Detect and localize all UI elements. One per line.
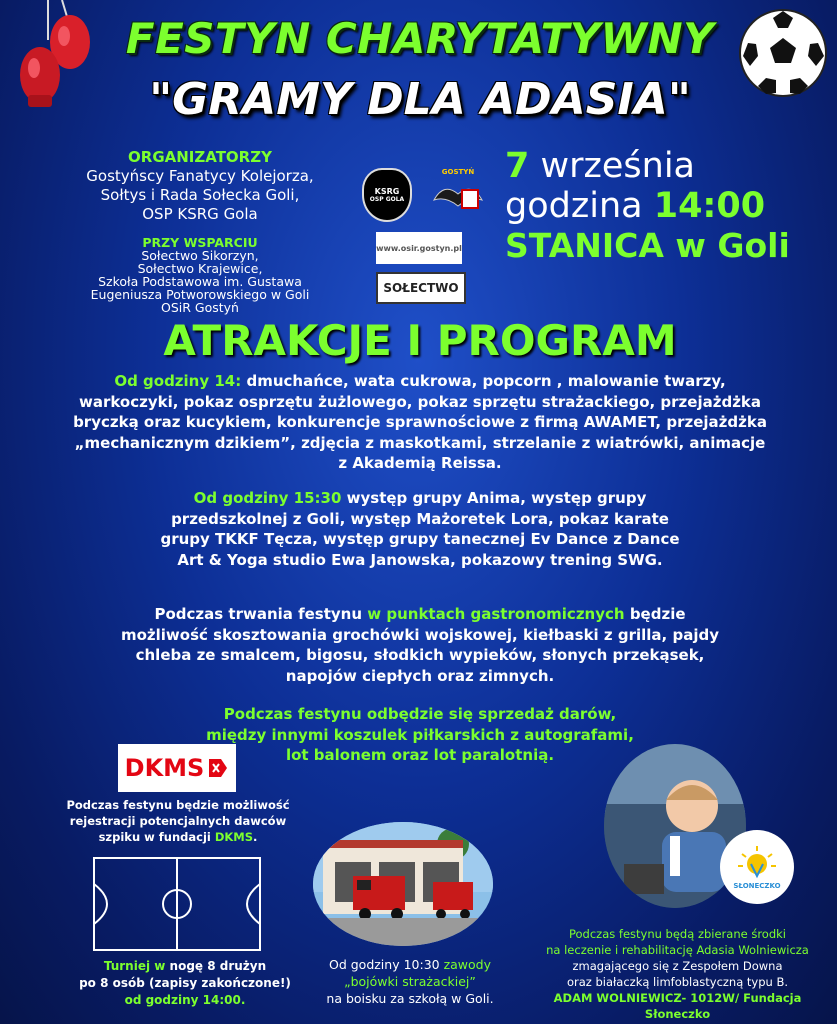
- program-p2-text: występ grupy Anima, występ grupy przedszkolnej z Goli, występ Mażoretek Lora, pokaz karate grupy TKKF Tęcza, występ grupy tanecznej Ev Dance z Dance Art & Yoga studio Ewa Janowska, pokazowy trening SWG.: [160, 489, 680, 569]
- dkms-text: [48, 797, 308, 845]
- solectwo-logo-text: SOŁECTWO: [383, 281, 459, 295]
- eagle-icon: [430, 176, 486, 216]
- program-paragraph-4: Podczas festynu odbędzie się sprzedaż darów, między innymi koszulek piłkarskich z autografami, lot balonem oraz lot paralotnią.: [206, 705, 634, 764]
- ksrg-logo-subtext: OSP GOLA: [369, 196, 405, 203]
- charity-line-1: Podczas festynu będą zbierane środki: [568, 927, 786, 941]
- support-line: OSiR Gostyń: [161, 300, 239, 315]
- event-details: [505, 146, 825, 266]
- event-time-label: godzina: [505, 186, 643, 226]
- fire-station-photo: [313, 822, 493, 946]
- support-line: Eugeniusza Potworowskiego w Goli: [90, 287, 310, 302]
- charity-line-2: na leczenie i rehabilitację Adasia Wolniewicza: [546, 943, 809, 957]
- organizer-line: Gostyńscy Fanatycy Kolejorza,: [86, 167, 314, 185]
- tournament-line-3: od godziny 14:00.: [124, 993, 246, 1007]
- program-heading: ATRAKCJE I PROGRAM: [163, 316, 677, 365]
- program-p2-lead: Od godziny 15:30: [193, 489, 342, 507]
- tournament-line-1a: Turniej w: [103, 959, 170, 973]
- fire-line-3: na boisku za szkołą w Goli.: [326, 991, 494, 1006]
- event-time: [505, 186, 825, 226]
- support-line: Sołectwo Krajewice,: [137, 261, 263, 276]
- ksrg-logo-text: KSRG: [374, 187, 400, 196]
- fire-line-1a: Od godziny 10:30: [328, 957, 444, 972]
- event-time-value: 14:00: [653, 186, 766, 226]
- boxing-gloves-icon: [10, 0, 100, 115]
- tournament-line-1c: 8 drużyn: [203, 959, 267, 973]
- charity-line-3: zmagającego się z Zespołem Downa: [572, 959, 783, 973]
- program-p1-lead: Od godziny 14:: [114, 372, 242, 390]
- solectwo-logo: [376, 272, 466, 304]
- fire-competition-text: [305, 956, 515, 1007]
- soccer-ball-icon: [738, 8, 828, 98]
- event-date-day: 7: [505, 146, 530, 186]
- tournament-text: [70, 958, 300, 1009]
- tournament-line-2: po 8 osób (zapisy zakończone!): [79, 976, 291, 990]
- charity-line-5: ADAM WOLNIEWICZ- 1012W/ Fundacja Słoneczko: [553, 991, 802, 1021]
- fire-line-1b: zawody: [443, 957, 492, 972]
- program-p1-text: dmuchańce, wata cukrowa, popcorn , malowanie twarzy, warkoczyki, pokaz osprzętu żużlowego, pokaz sprzętu strażackiego, przejażdżka bryczką oraz kucykiem, konkurencje sprawnościowe z firmą AWAMET, przejażdżka „mechanicznym dzikiem”, zdjęcia z maskotkami, strzelanie z wiatrówki, animacje z Akademią Reissa.: [73, 372, 767, 472]
- charity-text: [520, 926, 835, 1022]
- dkms-arrow-icon: [207, 757, 229, 779]
- gostyn-logo-text: GOSTYŃ: [441, 168, 475, 176]
- gostyn-logo: [428, 164, 488, 220]
- program-paragraph-1: [70, 371, 770, 474]
- program-p3-a: Podczas trwania festynu: [154, 605, 368, 623]
- support-heading: PRZY WSPARCIU: [142, 235, 258, 250]
- dkms-logo: [118, 744, 236, 792]
- dkms-text-c: .: [253, 830, 258, 844]
- support-block: [60, 236, 340, 314]
- osir-logo-text: www.osir.gostyn.pl: [376, 243, 462, 253]
- program-paragraph-2: [160, 488, 680, 570]
- fire-station-illustration: [313, 822, 493, 946]
- program-paragraph-3: [110, 604, 730, 686]
- dkms-text-b: DKMS: [214, 830, 254, 844]
- football-pitch-icon: [92, 856, 262, 952]
- program-p3-highlight: w punktach gastronomicznych: [367, 605, 625, 623]
- event-date-month: września: [540, 146, 696, 186]
- dkms-text-a: Podczas festynu będzie możliwość rejestracji potencjalnych dawców szpiku w fundacji: [66, 798, 290, 844]
- program-p3-b: będzie możliwość skosztowania grochówki wojskowej, kiełbaski z grilla, pajdy chleba ze smalcem, bigosu, słodkich wypieków, słonych przekąsek, napojów ciepłych oraz zimnych.: [120, 605, 719, 685]
- fire-line-1: [305, 956, 515, 973]
- support-line: Sołectwo Sikorzyn,: [141, 248, 259, 263]
- event-date: [505, 146, 825, 186]
- sloneczko-logo-text: SŁONECZKO: [733, 882, 781, 890]
- sun-icon: [734, 844, 780, 882]
- support-line: Szkoła Podstawowa im. Gustawa: [98, 274, 302, 289]
- organizers-block: [55, 148, 345, 224]
- event-subtitle: "GRAMY DLA ADASIA": [149, 74, 691, 125]
- event-place: STANICA w Goli: [505, 226, 790, 265]
- sloneczko-logo: [720, 830, 794, 904]
- charity-line-4: oraz białaczką limfoblastyczną typu B.: [566, 975, 789, 989]
- organizer-line: OSP KSRG Gola: [142, 205, 258, 223]
- osir-logo: [376, 232, 462, 264]
- organizers-heading: ORGANIZATORZY: [128, 148, 272, 166]
- tournament-line-1b: nogę: [169, 959, 204, 973]
- fire-line-2: „bojówki strażackiej”: [344, 974, 476, 989]
- dkms-logo-text: DKMS: [124, 754, 205, 782]
- event-title: FESTYN CHARYTATYWNY: [125, 14, 715, 63]
- ksrg-logo: [362, 168, 412, 222]
- organizer-line: Sołtys i Rada Sołecka Goli,: [100, 186, 300, 204]
- tournament-line-1: [70, 958, 300, 975]
